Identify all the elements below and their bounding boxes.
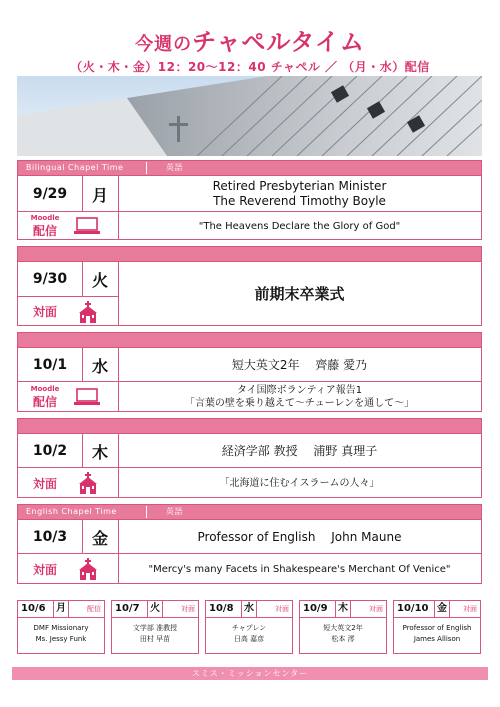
program-type: English Chapel Time: [26, 507, 117, 516]
delivery-mode: [18, 212, 118, 240]
chapel-block-9-30: [17, 246, 482, 326]
delivery-label: 配信: [32, 394, 57, 409]
card-date: 10/8: [209, 603, 234, 614]
schedule-subtitle: （火・木・金）12：20〜12：40 チャペル ／ （月・水）配信: [70, 60, 430, 74]
speaker-row: [18, 433, 481, 467]
card-day: 木: [335, 601, 351, 617]
delivery-label: 対面: [32, 305, 57, 319]
message-row: [18, 381, 481, 411]
card-day: 火: [147, 601, 163, 617]
program-bar: [18, 419, 481, 433]
delivery-mode: [18, 296, 118, 326]
card-line-2: 松本 澪: [331, 635, 355, 643]
next-week-card: [205, 600, 293, 654]
message: [118, 554, 481, 584]
delivery-label: 対面: [32, 562, 57, 577]
card-mode: 対面: [275, 605, 289, 613]
card-mode: 対面: [369, 605, 383, 613]
next-week-schedule: [17, 600, 482, 654]
day-of-week: 水: [91, 356, 108, 376]
program-bar: [18, 333, 481, 347]
title-prefix: 今週の: [135, 34, 193, 55]
event-name: 前期末卒業式: [254, 284, 345, 303]
footer-organization: スミス・ミッションセンター: [12, 667, 488, 680]
card-day: 金: [434, 601, 450, 617]
program-bar: [18, 505, 481, 519]
message: [118, 212, 481, 240]
card-line-2: 田村 早苗: [139, 635, 171, 643]
day-of-week: 月: [91, 185, 108, 205]
date: 9/30: [32, 271, 68, 287]
card-line-1: DMF Missionary: [33, 624, 89, 632]
next-week-card: [299, 600, 387, 654]
message-line-1: 「北海道に住むイスラームの人々」: [219, 477, 380, 489]
chapel-block-9-29: [17, 160, 482, 240]
card-date: 10/7: [115, 603, 140, 614]
card-mode: 対面: [181, 605, 195, 613]
date: 10/2: [32, 443, 68, 459]
page-title: [0, 22, 500, 57]
card-date: 10/6: [21, 603, 46, 614]
delivery-label: 対面: [32, 476, 57, 491]
chapel-block-10-3: [17, 504, 482, 584]
message: [118, 382, 481, 412]
card-line-1: チャプレン: [231, 624, 267, 632]
delivery-mode: [18, 554, 118, 584]
card-line-1: 文学部 准教授: [132, 624, 178, 632]
message-line-1: "The Heavens Declare the Glory of God": [198, 220, 401, 232]
delivery-platform: Moodle: [30, 384, 60, 393]
church-icon: [77, 472, 99, 494]
card-line-2: James Allison: [413, 635, 461, 643]
day-of-week: 木: [91, 442, 108, 462]
day-of-week: 火: [91, 270, 108, 290]
church-icon: [77, 558, 99, 580]
speaker: [118, 520, 481, 554]
message-row: [18, 211, 481, 239]
next-week-card: [111, 600, 199, 654]
chapel-block-10-2: [17, 418, 482, 498]
speaker: [118, 348, 481, 382]
speaker-line-1: 短大英文2年 齊藤 愛乃: [231, 357, 368, 372]
speaker-line-1: 経済学部 教授 浦野 真理子: [221, 443, 378, 458]
date: 9/29: [32, 186, 68, 202]
program-language: 英語: [166, 507, 183, 516]
message: [118, 468, 481, 498]
card-mode: 配信: [87, 605, 101, 613]
speaker: [118, 434, 481, 468]
card-day: 月: [53, 601, 69, 617]
title-main: チャペルタイム: [192, 28, 365, 56]
bar-divider: [146, 162, 147, 174]
delivery-mode: [18, 382, 118, 412]
card-line-1: Professor of English: [402, 624, 472, 632]
speaker-line-2: The Reverend Timothy Boyle: [213, 194, 386, 208]
delivery-label: 配信: [32, 223, 57, 238]
message-line-1: "Mercy's many Facets in Shakespeare's Merchant Of Venice": [148, 563, 451, 575]
laptop-icon: [74, 388, 100, 406]
chapel-building-photo: [17, 76, 482, 156]
laptop-icon: [74, 217, 100, 235]
card-date: 10/10: [397, 603, 429, 614]
speaker: [118, 176, 481, 212]
speaker-row: [18, 347, 481, 381]
card-day: 水: [241, 601, 257, 617]
next-week-card: [393, 600, 481, 654]
church-icon: [77, 301, 99, 323]
message-line-2: 「言葉の壁を乗り越えて〜チューレンを通して〜」: [184, 398, 415, 409]
date: 10/1: [32, 357, 68, 373]
message-row: [18, 553, 481, 583]
event: [118, 262, 481, 326]
message-row: [18, 467, 481, 497]
next-week-card: [17, 600, 105, 654]
program-language: 英語: [166, 163, 183, 172]
card-mode: 対面: [463, 605, 477, 613]
card-line-2: Ms. Jessy Funk: [35, 635, 87, 643]
delivery-mode: [18, 468, 118, 498]
program-bar: [18, 161, 481, 175]
card-line-2: 日高 嘉彦: [233, 635, 265, 643]
chapel-block-10-1: [17, 332, 482, 412]
delivery-platform: Moodle: [30, 213, 60, 222]
speaker-line-1: Retired Presbyterian Minister: [212, 179, 387, 193]
speaker-line-1: Professor of English John Maune: [197, 529, 402, 544]
program-bar: [18, 247, 481, 261]
card-date: 10/9: [303, 603, 328, 614]
speaker-row: [18, 175, 481, 211]
date: 10/3: [32, 529, 68, 545]
bar-divider: [146, 506, 147, 518]
card-line-1: 短大英文2年: [323, 624, 363, 632]
program-type: Bilingual Chapel Time: [26, 163, 124, 172]
day-of-week: 金: [91, 528, 108, 548]
speaker-row: [18, 519, 481, 553]
message-line-1: タイ国際ボランティア報告1: [236, 385, 363, 396]
speaker-row: [18, 261, 481, 325]
